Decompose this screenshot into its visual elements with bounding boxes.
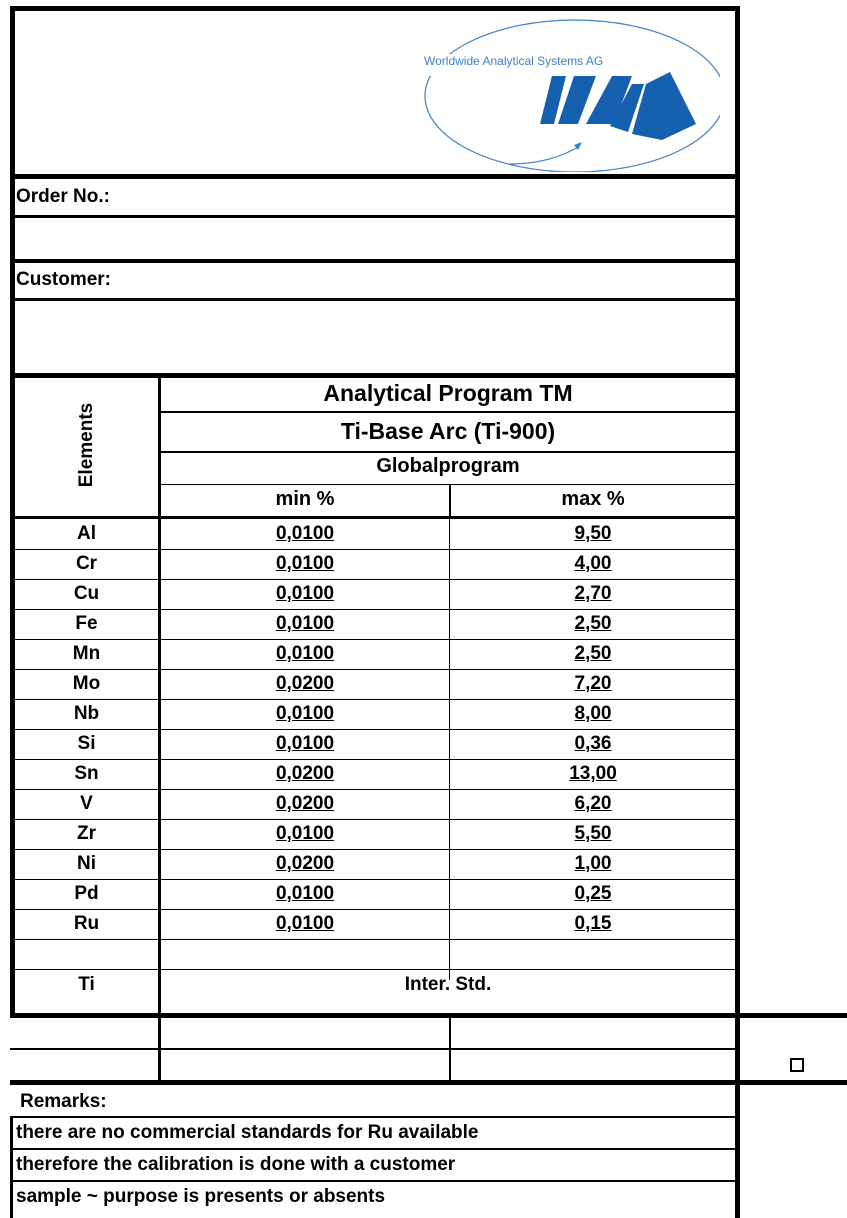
remarks-label: Remarks: <box>20 1091 107 1112</box>
row-element: Fe <box>75 613 98 634</box>
row-element: Ni <box>77 853 96 874</box>
row-min-value: 0,0100 <box>275 883 335 904</box>
row-max-value: 1,00 <box>574 853 612 874</box>
row-element: Cr <box>75 553 98 574</box>
internal-standard-value: Inter. Std. <box>404 974 492 995</box>
row-min-value: 0,0200 <box>275 853 335 874</box>
row-element: Ru <box>73 913 100 934</box>
internal-standard-element: Ti <box>78 974 95 995</box>
row-min-value: 0,0100 <box>275 733 335 754</box>
row-max-value: 0,36 <box>574 733 612 754</box>
row-element: Al <box>77 523 96 544</box>
row-element: Si <box>77 733 96 754</box>
row-min-value: 0,0200 <box>275 793 335 814</box>
row-min-value: 0,0100 <box>275 553 335 574</box>
checkbox[interactable] <box>790 1058 804 1072</box>
row-max-value: 0,15 <box>574 913 612 934</box>
program-type: Globalprogram <box>376 455 520 477</box>
program-subtitle: Ti-Base Arc (Ti-900) <box>340 418 556 444</box>
row-min-value: 0,0100 <box>275 583 335 604</box>
row-min-value: 0,0200 <box>275 763 335 784</box>
program-title: Analytical Program TM <box>323 380 573 406</box>
row-max-value: 13,00 <box>569 763 617 784</box>
remarks-line-2: therefore the calibration is done with a customer <box>16 1154 456 1175</box>
row-max-value: 9,50 <box>574 523 612 544</box>
row-max-value: 2,50 <box>574 643 612 664</box>
order-label: Order No.: <box>16 186 110 207</box>
company-name: Worldwide Analytical Systems AG <box>424 54 604 68</box>
row-min-value: 0,0100 <box>275 523 335 544</box>
row-element: Sn <box>74 763 99 784</box>
row-max-value: 2,50 <box>574 613 612 634</box>
company-logo <box>400 14 720 172</box>
row-min-value: 0,0100 <box>275 703 335 724</box>
row-min-value: 0,0100 <box>275 823 335 844</box>
remarks-line-3: sample ~ purpose is presents or absents <box>16 1186 386 1207</box>
max-column-header: max % <box>561 488 625 510</box>
row-element: Mn <box>72 643 101 664</box>
row-element: Cu <box>73 583 100 604</box>
row-max-value: 8,00 <box>574 703 612 724</box>
row-max-value: 0,25 <box>574 883 612 904</box>
row-max-value: 7,20 <box>574 673 612 694</box>
row-min-value: 0,0200 <box>275 673 335 694</box>
row-min-value: 0,0100 <box>275 913 335 934</box>
row-min-value: 0,0100 <box>275 643 335 664</box>
min-column-header: min % <box>275 488 335 510</box>
row-element: Pd <box>74 883 99 904</box>
row-element: Mo <box>72 673 101 694</box>
customer-label: Customer: <box>16 269 112 290</box>
row-max-value: 2,70 <box>574 583 612 604</box>
elements-header: Elements <box>76 402 97 488</box>
remarks-line-1: there are no commercial standards for Ru available <box>16 1122 479 1143</box>
row-max-value: 6,20 <box>574 793 612 814</box>
row-max-value: 5,50 <box>574 823 612 844</box>
row-min-value: 0,0100 <box>275 613 335 634</box>
row-element: Zr <box>77 823 96 844</box>
row-element: V <box>80 793 93 814</box>
row-element: Nb <box>73 703 100 724</box>
row-max-value: 4,00 <box>574 553 612 574</box>
